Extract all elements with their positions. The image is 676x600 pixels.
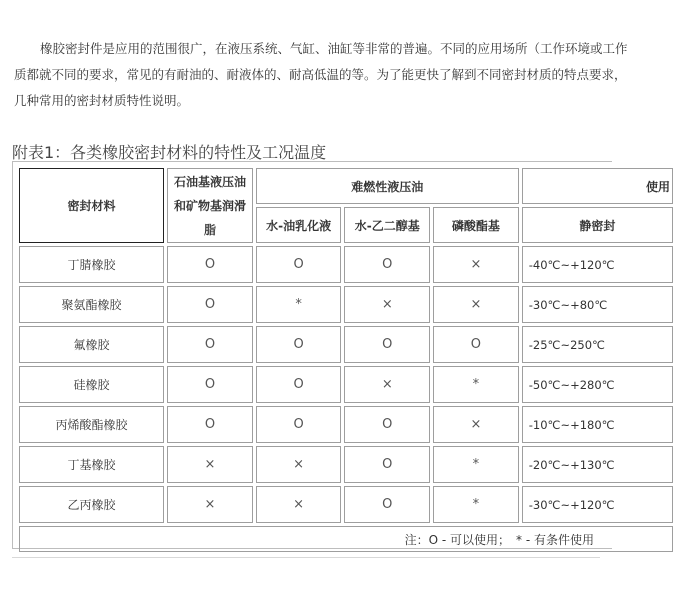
table-row (19, 366, 673, 403)
seal-material-table (16, 165, 676, 555)
header-fire-resistant: 难燃性液压油 (256, 168, 519, 204)
header-usage: 使用 (522, 168, 673, 204)
material-cell: 乙丙橡胶 (19, 486, 164, 523)
material-cell: 丁基橡胶 (19, 446, 164, 483)
table-row (19, 446, 673, 483)
table-row (19, 246, 673, 283)
water-glycol-cell: × (344, 286, 430, 323)
table-row (19, 286, 673, 323)
water-oil-cell: × (256, 446, 342, 483)
water-glycol-cell: O (344, 406, 430, 443)
temperature-cell: -40℃~+120℃ (522, 246, 673, 283)
intro-line-2: 质都就不同的要求，常见的有耐油的、耐液体的、耐高低温的等。为了能更快了解到不同密封材质的特点要求， (14, 67, 627, 82)
temperature-cell: -30℃~+80℃ (522, 286, 673, 323)
material-cell: 聚氨酯橡胶 (19, 286, 164, 323)
intro-paragraph (14, 36, 654, 114)
water-glycol-cell: O (344, 486, 430, 523)
table-row (19, 326, 673, 363)
mineral-oil-cell: × (167, 486, 253, 523)
mineral-oil-cell: O (167, 286, 253, 323)
header-phosphate: 磷酸酯基 (433, 207, 519, 243)
phosphate-cell: * (433, 486, 519, 523)
note-row (19, 526, 673, 552)
table-row (19, 486, 673, 523)
header-row-1 (19, 168, 673, 204)
mineral-oil-cell: × (167, 446, 253, 483)
material-cell: 硅橡胶 (19, 366, 164, 403)
water-glycol-cell: × (344, 366, 430, 403)
table-frame (12, 161, 670, 549)
material-cell: 丁腈橡胶 (19, 246, 164, 283)
water-glycol-cell: O (344, 246, 430, 283)
intro-line-3: 几种常用的密封材质特性说明。 (14, 93, 190, 108)
temperature-cell: -20℃~+130℃ (522, 446, 673, 483)
table-note: 注：O - 可以使用； * - 有条件使用 (19, 526, 673, 552)
water-oil-cell: O (256, 406, 342, 443)
water-oil-cell: O (256, 246, 342, 283)
temperature-cell: -30℃~+120℃ (522, 486, 673, 523)
material-cell: 丙烯酸酯橡胶 (19, 406, 164, 443)
material-cell: 氟橡胶 (19, 326, 164, 363)
header-material: 密封材料 (19, 168, 164, 243)
water-oil-cell: × (256, 486, 342, 523)
mineral-oil-cell: O (167, 406, 253, 443)
phosphate-cell: * (433, 366, 519, 403)
table-row (19, 406, 673, 443)
header-static-seal: 静密封 (522, 207, 673, 243)
table-caption: 附表1：各类橡胶密封材料的特性及工况温度 (12, 143, 327, 162)
header-water-oil: 水-油乳化液 (256, 207, 342, 243)
bottom-divider (12, 557, 600, 558)
phosphate-cell: × (433, 246, 519, 283)
mineral-oil-cell: O (167, 246, 253, 283)
phosphate-cell: * (433, 446, 519, 483)
header-water-glycol: 水-乙二醇基 (344, 207, 430, 243)
water-oil-cell: O (256, 366, 342, 403)
mineral-oil-cell: O (167, 366, 253, 403)
header-mineral-oil: 石油基液压油和矿物基润滑脂 (167, 168, 253, 243)
phosphate-cell: O (433, 326, 519, 363)
temperature-cell: -25℃~250℃ (522, 326, 673, 363)
water-oil-cell: O (256, 326, 342, 363)
water-glycol-cell: O (344, 446, 430, 483)
temperature-cell: -10℃~+180℃ (522, 406, 673, 443)
temperature-cell: -50℃~+280℃ (522, 366, 673, 403)
mineral-oil-cell: O (167, 326, 253, 363)
phosphate-cell: × (433, 286, 519, 323)
water-oil-cell: * (256, 286, 342, 323)
water-glycol-cell: O (344, 326, 430, 363)
phosphate-cell: × (433, 406, 519, 443)
intro-line-1: 橡胶密封件是应用的范围很广，在液压系统、气缸、油缸等非常的普遍。不同的应用场所（工作环境或工作 (40, 41, 628, 56)
